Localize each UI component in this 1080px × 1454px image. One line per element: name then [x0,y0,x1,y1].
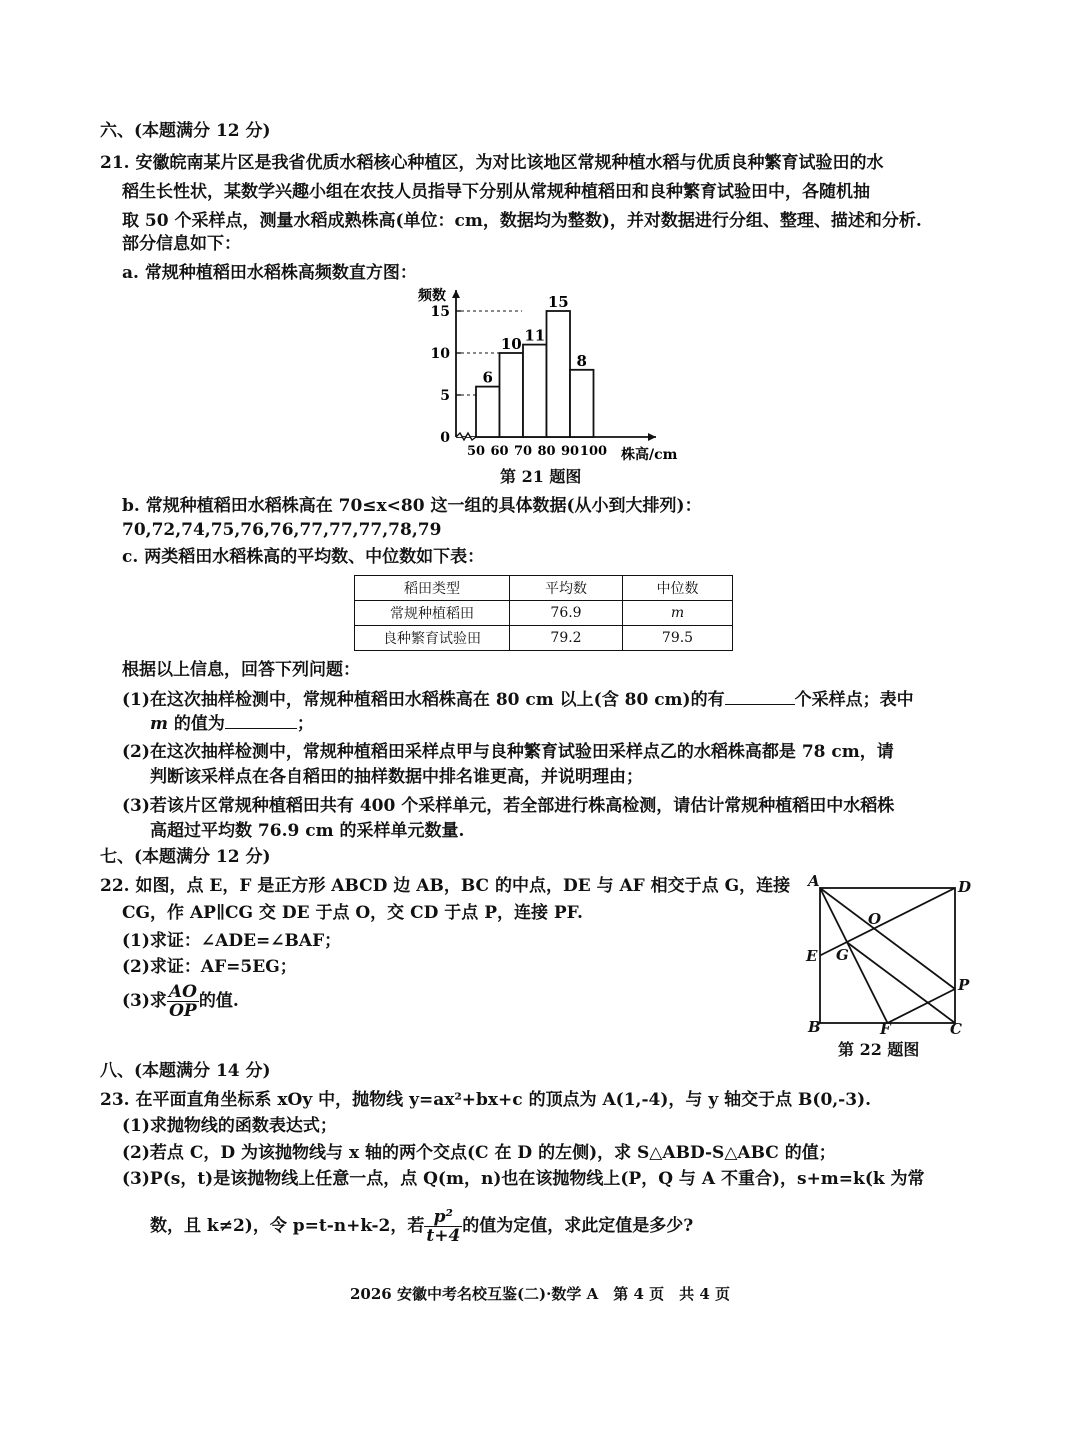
x-tick-label: 60 [490,444,509,459]
table-header-row [355,576,733,601]
q21-part-a: a. 常规种植稻田水稻株高频数直方图： [122,263,417,283]
q22-q3-text-b: 的值. [198,991,239,1011]
segment-af [820,888,888,1023]
q21-q1-text-a: (1)在这次抽样检测中，常规种植稻田水稻株高在 80 cm 以上(含 80 cm)的有 [122,690,725,710]
q23-question-2: (2)若点 C，D 为该抛物线与 x 轴的两个交点(C 在 D 的左侧)，求 S△ABD-S△ABC 的值； [122,1143,836,1163]
q22-line-1: 22. 如图，点 E，F 是正方形 ABCD 边 AB，BC 的中点，DE 与 AF 相交于点 G，连接 [100,876,791,896]
q22-square-figure [800,870,980,1038]
q21-q1-text-e: ； [296,714,314,734]
q21-figure-caption: 第 21 题图 [500,467,582,486]
q21-q1-var-m: m [150,714,168,734]
bar-value-label: 6 [482,368,493,387]
y-axis-arrow [452,290,460,298]
label-d: D [958,878,972,896]
label-a: A [808,872,820,890]
q21-question-3-cont: 高超过平均数 76.9 cm 的采样单元数量. [150,821,465,841]
label-g: G [836,946,849,964]
table-cell: 79.5 [623,626,733,651]
label-e: E [806,947,818,965]
x-axis-label: 株高/cm [621,447,678,463]
table-cell: m [623,601,733,626]
q22-question-3 [122,983,239,1020]
segment-pf [888,989,956,1023]
section-7-header: 七、(本题满分 12 分) [100,847,271,867]
q22-line-2: CG，作 AP∥CG 交 DE 于点 O，交 CD 于点 P，连接 PF. [122,903,583,923]
histogram-bar [500,353,524,437]
table-cell: 79.2 [510,626,623,651]
fraction-numerator: AO [168,982,197,1002]
q23-question-3: (3)P(s，t)是该抛物线上任意一点，点 Q(m，n)也在该抛物线上(P，Q 与 A 不重合)，s+m=k(k 为常 [122,1169,925,1189]
histogram-bar [547,311,571,437]
table-header-cell: 稻田类型 [355,576,510,601]
label-f: F [880,1020,891,1038]
x-tick-label: 50 [466,444,486,459]
q23-q3-text-c: 的值为定值，求此定值是多少? [462,1216,694,1236]
fraction-denominator: t+4 [426,1226,461,1246]
x-axis-arrow [648,433,656,441]
q22-figure-caption: 第 22 题图 [838,1040,920,1059]
q21-intro: 根据以上信息，回答下列问题： [122,660,360,680]
fraction-denominator: OP [169,1001,197,1021]
label-p: P [958,976,970,994]
q23-q3-text-b: 数，且 k≠2)，令 p=t-n+k-2，若 [150,1216,425,1236]
table-header-cell: 平均数 [510,576,623,601]
table-cell: 76.9 [510,601,623,626]
q22-question-1: (1)求证：∠ADE=∠BAF； [122,931,342,951]
histogram-bar [476,387,500,437]
label-b: B [808,1018,821,1036]
x-tick-label: 70 [513,444,533,459]
bar-value-label: 15 [547,293,569,311]
x-tick-label: 90 [560,444,580,459]
q23-question-3-cont [150,1208,693,1245]
q21-part-b-data: 70,72,74,75,76,76,77,77,77,78,79 [122,520,442,540]
q22-q3-text-a: (3)求 [122,991,167,1011]
segment-ap [820,888,955,989]
q21-q1-text-b: 个采样点；表中 [794,690,914,710]
y-tick-label: 15 [430,304,450,320]
fraction-numerator: p² [424,1208,462,1227]
section-6-header: 六、(本题满分 12 分) [100,121,271,141]
q21-part-c: c. 两类稻田水稻株高的平均数、中位数如下表： [122,547,485,567]
table-header-cell: 中位数 [623,576,733,601]
q21-question-2: (2)在这次抽样检测中，常规种植稻田采样点甲与良种繁育试验田采样点乙的水稻株高都是 78 cm，请 [122,742,894,762]
bar-value-label: 10 [500,335,522,353]
segment-cg [847,942,955,1023]
y-tick-label: 10 [430,346,450,362]
x-tick-label: 100 [579,444,608,459]
answer-blank-1[interactable] [725,688,795,705]
bar-value-label: 11 [524,326,546,345]
histogram-bar [523,345,547,437]
bar-value-label: 8 [576,351,587,370]
y-tick-label: 0 [440,430,450,446]
q21-line-1: 21. 安徽皖南某片区是我省优质水稻核心种植区，为对比该地区常规种植水稻与优质良种繁育试验田的水 [100,153,884,173]
q21-part-b: b. 常规种植稻田水稻株高在 70≤x<80 这一组的具体数据(从小到大排列)： [122,496,702,516]
table-cell: 常规种植稻田 [355,601,510,626]
page-footer: 2026 安徽中考名校互鉴(二)·数学 A 第 4 页 共 4 页 [349,1285,730,1303]
q21-question-1-cont [150,712,314,735]
q21-question-3: (3)若该片区常规种植稻田共有 400 个采样单元，若全部进行株高检测，请估计常规种植稻田中水稻株 [122,796,895,816]
label-c: C [950,1020,962,1038]
q21-line-2: 稻生长性状，某数学兴趣小组在农技人员指导下分别从常规种植稻田和良种繁育试验田中，各随机抽 [122,182,870,202]
q21-line-4: 部分信息如下： [122,234,241,254]
q21-line-3: 取 50 个采样点，测量水稻成熟株高(单位：cm，数据均为整数)，并对数据进行分组、整理、描述和分析. [122,211,922,231]
q22-question-2: (2)求证：AF=5EG； [122,957,297,977]
table-cell: 良种繁育试验田 [355,626,510,651]
q21-stats-table [354,575,733,651]
x-tick-label: 80 [537,444,556,459]
q21-question-2-cont: 判断该采样点在各自稻田的抽样数据中排名谁更高，并说明理由； [150,767,643,787]
q22-fraction [167,983,199,1020]
q23-fraction [424,1208,462,1245]
table-row [355,601,733,626]
table-row [355,626,733,651]
answer-blank-2[interactable] [225,712,297,729]
q23-question-1: (1)求抛物线的函数表达式； [122,1116,337,1136]
label-o: O [868,910,882,928]
q21-question-1 [122,688,914,711]
y-tick-label: 5 [440,388,450,404]
q23-line-1: 23. 在平面直角坐标系 xOy 中，抛物线 y=ax²+bx+c 的顶点为 A(1,-4)，与 y 轴交于点 B(0,-3). [100,1090,872,1110]
y-axis-label: 频数 [418,288,446,304]
q21-q1-text-d: 的值为 [168,714,225,734]
histogram-bar [570,370,594,437]
histogram-chart [408,282,678,467]
section-8-header: 八、(本题满分 14 分) [100,1061,271,1081]
